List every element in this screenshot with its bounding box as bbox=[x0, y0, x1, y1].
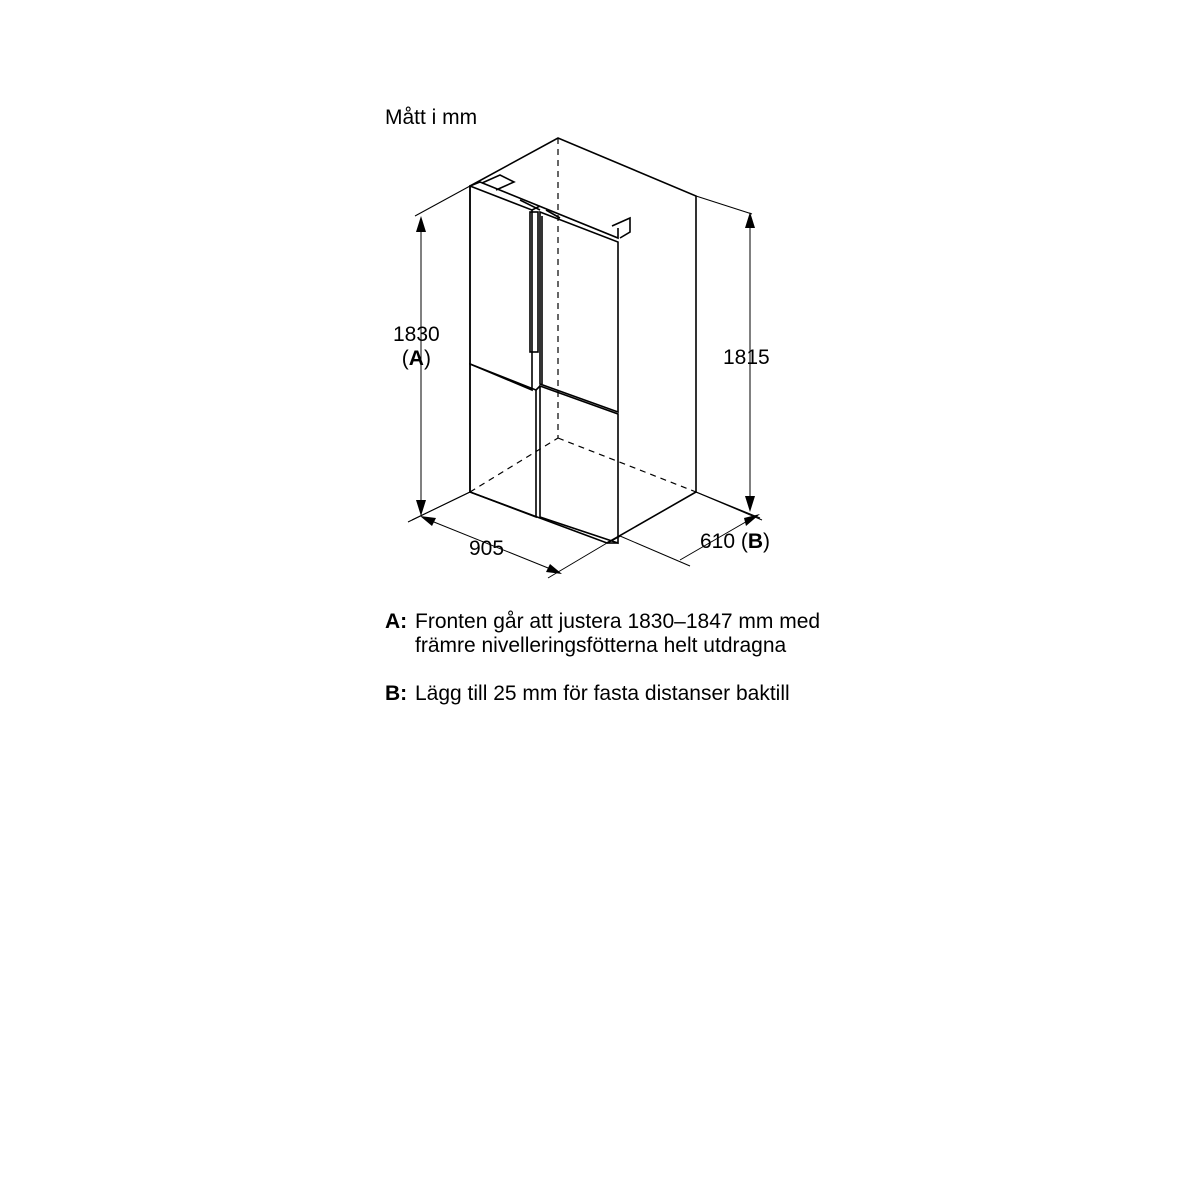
depth-value: 610 bbox=[700, 530, 736, 553]
note-a-text: Fronten går att justera 1830–1847 mm med främre nivelleringsfötterna helt utdragna bbox=[415, 610, 821, 657]
units-caption: Mått i mm bbox=[385, 106, 478, 129]
footnotes bbox=[385, 610, 865, 730]
upper-doors bbox=[470, 186, 618, 412]
front-height-label bbox=[393, 323, 440, 371]
note-b-text: Lägg till 25 mm för fasta distanser baktill bbox=[415, 682, 790, 705]
note-b-key: B: bbox=[385, 682, 408, 705]
rear-height-label: 1815 bbox=[723, 346, 770, 369]
depth-dimension bbox=[620, 492, 762, 566]
lower-doors bbox=[470, 364, 618, 543]
front-height-value: 1830 bbox=[393, 323, 440, 346]
note-b bbox=[385, 682, 865, 706]
front-height-ref: (A) bbox=[401, 347, 431, 370]
depth-ref-letter: B bbox=[747, 530, 764, 553]
note-a-key: A: bbox=[385, 610, 408, 633]
width-label: 905 bbox=[469, 537, 505, 560]
note-a bbox=[385, 610, 865, 658]
width-dimension bbox=[408, 492, 607, 578]
depth-label: 610 (B) bbox=[700, 530, 771, 553]
top-hinges bbox=[470, 175, 630, 238]
front-height-ref-letter: A bbox=[408, 347, 424, 370]
